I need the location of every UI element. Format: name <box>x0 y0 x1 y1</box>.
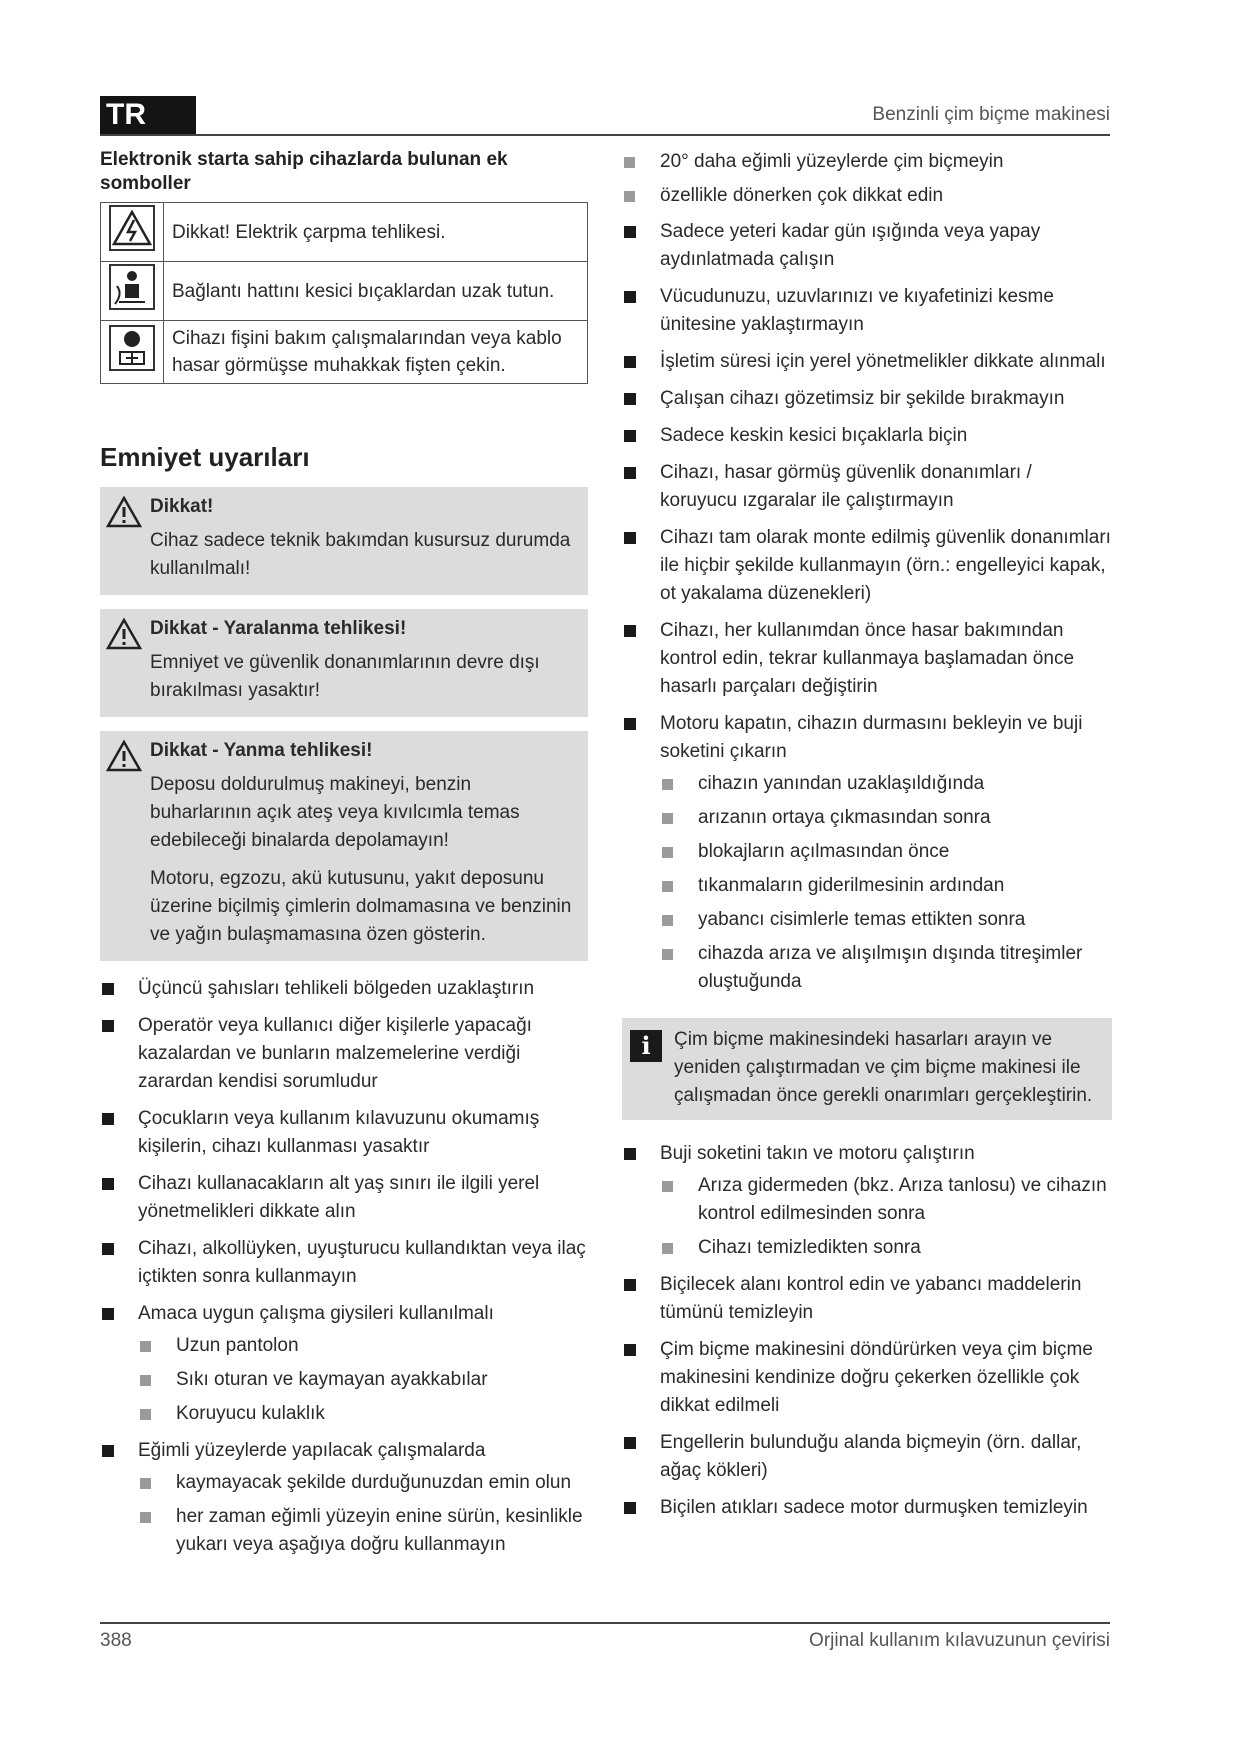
page-number: 388 <box>100 1630 132 1651</box>
sub-list-item: 20° daha eğimli yüzeylerde çim biçmeyin <box>622 148 1112 176</box>
safety-title: Emniyet uyarıları <box>100 442 310 472</box>
list-item: Çocukların veya kullanım kılavuzunu okumamış kişilerin, cihazı kullanması yasaktır <box>100 1105 588 1161</box>
sub-list <box>660 1172 1112 1262</box>
footer-title: Orjinal kullanım kılavuzunun çevirisi <box>809 1630 1110 1651</box>
sub-list-item: özellikle dönerken çok dikkat edin <box>622 182 1112 210</box>
warning-title: Dikkat - Yanma tehlikesi! <box>150 740 373 761</box>
unplug-icon <box>109 325 155 371</box>
sub-list-item: blokajların açılmasından önce <box>660 838 1112 866</box>
header-title: Benzinli çim biçme makinesi <box>872 104 1110 125</box>
sub-list-item: arızanın ortaya çıkmasından sonra <box>660 804 1112 832</box>
left-bullet-list <box>100 975 588 1559</box>
list-item: Çim biçme makinesini döndürürken veya çim biçme makinesini kendinize doğru çekerken özellikle çok dikkat edilmeli <box>622 1336 1112 1420</box>
symbol-text: Dikkat! Elektrik çarpma tehlikesi. <box>164 203 588 262</box>
list-item: Cihazı, hasar görmüş güvenlik donanımları / koruyucu ızgaralar ile çalıştırmayın <box>622 459 1112 515</box>
list-item: Cihazı, alkollüyken, uyuşturucu kullandıktan veya ilaç içtikten sonra kullanmayın <box>100 1235 588 1291</box>
sub-list-item: Koruyucu kulaklık <box>138 1400 588 1428</box>
sub-list-item: Cihazı temizledikten sonra <box>660 1234 1112 1262</box>
list-item: Buji soketini takın ve motoru çalıştırın Arıza gidermeden (bkz. Arıza tanlosu) ve cihazın kontrol edilmesinden sonra Cihazı temizledikten sonra <box>622 1140 1112 1262</box>
list-item: Cihazı, her kullanımdan önce hasar bakımından kontrol edin, tekrar kullanmaya başlamadan önce hasarlı parçaları değiştirin <box>622 617 1112 701</box>
sub-list <box>138 1332 588 1428</box>
list-item: İşletim süresi için yerel yönetmelikler dikkate alınmalı <box>622 348 1112 376</box>
sub-list <box>660 770 1112 996</box>
list-item: Cihazı tam olarak monte edilmiş güvenlik donanımları ile hiçbir şekilde kullanmayın (örn.: engelleyici kapak, ot yakalama düzenekleri) <box>622 524 1112 608</box>
symbol-row <box>101 262 588 321</box>
warning-text: Deposu doldurulmuş makineyi, benzin buharlarının açık ateş veya kıvılcımla temas edebileceği binalarda depolamayın! <box>150 774 520 851</box>
page-header <box>100 96 1110 136</box>
page-footer <box>100 1622 1110 1651</box>
sub-list-item: tıkanmaların giderilmesinin ardından <box>660 872 1112 900</box>
list-item: Eğimli yüzeylerde yapılacak çalışmalarda kaymayacak şekilde durduğunuzdan emin olun her zaman eğimli yüzeyin enine sürün, kesinlikle yukarı veya aşağıya doğru kullanmayın <box>100 1437 588 1559</box>
electric-shock-icon <box>109 205 155 251</box>
list-item: Amaca uygun çalışma giysileri kullanılmalı Uzun pantolon Sıkı oturan ve kaymayan ayakkabılar Koruyucu kulaklık <box>100 1300 588 1428</box>
sub-list-item: her zaman eğimli yüzeyin enine sürün, kesinlikle yukarı veya aşağıya doğru kullanmayın <box>138 1503 588 1559</box>
list-item: Biçilecek alanı kontrol edin ve yabancı maddelerin tümünü temizleyin <box>622 1271 1112 1327</box>
sub-list-item: kaymayacak şekilde durduğunuzdan emin olun <box>138 1469 588 1497</box>
warning-triangle-icon <box>106 739 142 773</box>
sub-list <box>138 1469 588 1559</box>
symbol-text: Bağlantı hattını kesici bıçaklardan uzak tutun. <box>164 262 588 321</box>
warning-box <box>100 487 588 595</box>
warning-box <box>100 731 588 961</box>
symbol-text: Cihazı fişini bakım çalışmalarından veya kablo hasar görmüşse muhakkak fişten çekin. <box>164 321 588 384</box>
list-item: Sadece keskin kesici bıçaklarla biçin <box>622 422 1112 450</box>
list-item: Biçilen atıkları sadece motor durmuşken temizleyin <box>622 1494 1112 1522</box>
right-bullet-list <box>622 218 1112 996</box>
list-item: Motoru kapatın, cihazın durmasını bekleyin ve buji soketini çıkarın cihazın yanından uzaklaşıldığında arızanın ortaya çıkmasından sonra blokajların açılmasından önce tıkanmaların giderilmesinin ardından yabancı cisimlerle temas ettikten sonra cihazda arıza ve alışılmışın dışında titreşimler oluştuğunda <box>622 710 1112 996</box>
sub-list-item: cihazın yanından uzaklaşıldığında <box>660 770 1112 798</box>
warning-text: Emniyet ve güvenlik donanımlarının devre dışı bırakılması yasaktır! <box>150 652 540 701</box>
list-item: Cihazı kullanacakların alt yaş sınırı ile ilgili yerel yönetmelikleri dikkate alın <box>100 1170 588 1226</box>
sub-list-item: yabancı cisimlerle temas ettikten sonra <box>660 906 1112 934</box>
list-item: Engellerin bulunduğu alanda biçmeyin (örn. dallar, ağaç kökleri) <box>622 1429 1112 1485</box>
warning-title: Dikkat - Yaralanma tehlikesi! <box>150 618 407 639</box>
list-item: Çalışan cihazı gözetimsiz bir şekilde bırakmayın <box>622 385 1112 413</box>
keep-cable-away-icon <box>109 264 155 310</box>
info-text: Çim biçme makinesindeki hasarları arayın ve yeniden çalıştırmadan ve çim biçme makinesi ile çalışmadan önce gerekli onarımları gerçekleştirin. <box>674 1029 1093 1106</box>
symbol-row <box>101 321 588 384</box>
list-item: Üçüncü şahısları tehlikeli bölgeden uzaklaştırın <box>100 975 588 1003</box>
sub-list-item: Uzun pantolon <box>138 1332 588 1360</box>
sub-list-item: Sıkı oturan ve kaymayan ayakkabılar <box>138 1366 588 1394</box>
list-item: Vücudunuzu, uzuvlarınızı ve kıyafetinizi kesme ünitesine yaklaştırmayın <box>622 283 1112 339</box>
warning-text: Motoru, egzozu, akü kutusunu, yakıt deposunu üzerine biçilmiş çimlerin dolmamasına ve benzinin ve yağın bulaşmamasına özen gösterin. <box>150 868 572 945</box>
list-item: Sadece yeteri kadar gün ışığında veya yapay aydınlatmada çalışın <box>622 218 1112 274</box>
symbol-row <box>101 203 588 262</box>
info-icon: i <box>630 1030 662 1062</box>
warning-triangle-icon <box>106 495 142 529</box>
sub-list-item: Arıza gidermeden (bkz. Arıza tanlosu) ve cihazın kontrol edilmesinden sonra <box>660 1172 1112 1228</box>
symbols-table <box>100 202 588 384</box>
right-bullet-list-2 <box>622 1140 1112 1522</box>
sub-list-item: cihazda arıza ve alışılmışın dışında titreşimler oluştuğunda <box>660 940 1112 996</box>
continued-sub-list <box>622 148 1112 210</box>
language-badge: TR <box>100 96 196 134</box>
symbols-heading: Elektronik starta sahip cihazlarda bulunan ek somboller <box>100 149 508 194</box>
right-column <box>622 148 1112 1531</box>
warning-title: Dikkat! <box>150 496 214 517</box>
warning-text: Cihaz sadece teknik bakımdan kusursuz durumda kullanılmalı! <box>150 530 571 579</box>
left-column <box>100 148 588 1568</box>
info-box <box>622 1018 1112 1120</box>
list-item: Operatör veya kullanıcı diğer kişilerle yapacağı kazalardan ve bunların malzemelerine verdiği zarardan kendisi sorumludur <box>100 1012 588 1096</box>
warning-triangle-icon <box>106 617 142 651</box>
warning-box <box>100 609 588 717</box>
